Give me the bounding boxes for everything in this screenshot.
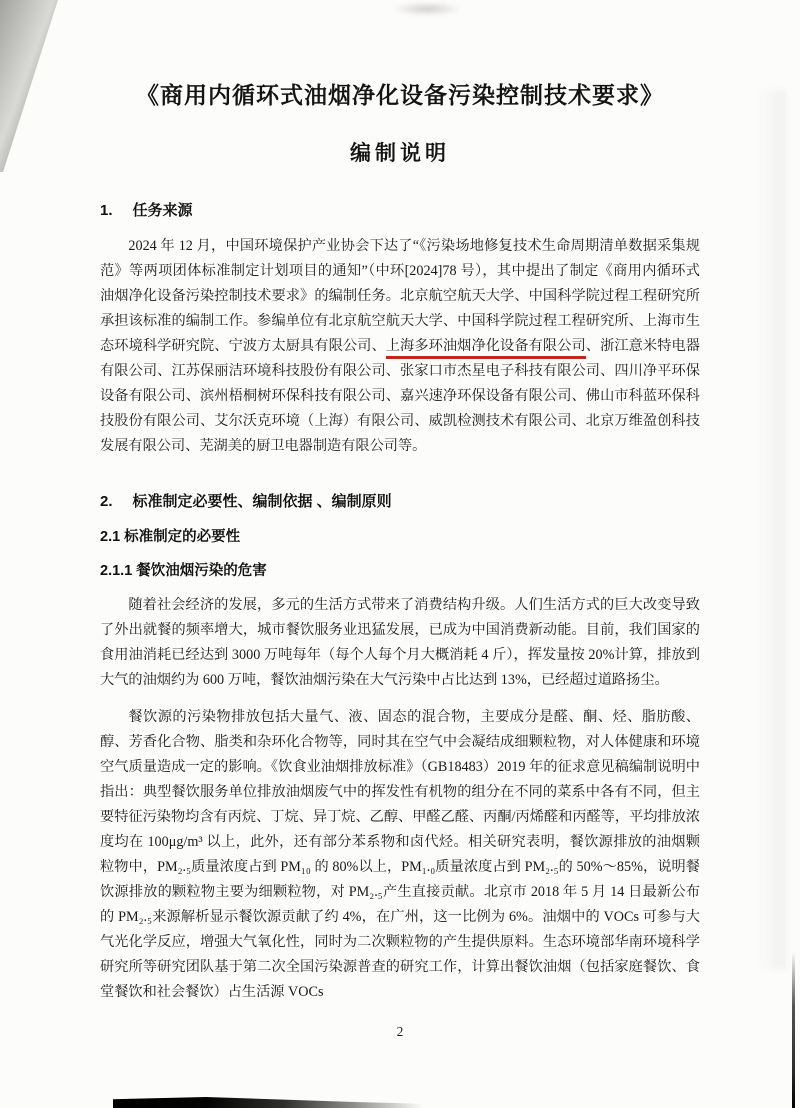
red-underlined-company-name: 上海多环油烟净化设备有限公司 — [386, 338, 586, 359]
page-number: 2 — [396, 1024, 404, 1039]
section-1-number: 1. — [100, 202, 113, 219]
document-subtitle: 编制说明 — [350, 141, 450, 165]
section-2-1-heading: 2.1 标准制定的必要性 — [100, 529, 241, 545]
section-2-1-1-heading: 2.1.1 餐饮油烟污染的危害 — [100, 563, 267, 579]
task-source-text-before: 2024 年 12 月，中国环境保护产业协会下达了“《污染场地修复技术生命周期清单数据采集规范》等两项团体标准制定计划项目的通知”（中环[2024]78 号），其中提出了制定《商用内循环式油烟净化设备污染控制技术要求》的编制任务。北京航空航天大学、中国科学院过程工程研究所承担该标准的编制工作。参编单位有北京航空航天大学、中国科学院过程工程研究所、上海市生态环境科学研究院、宁波方太厨具有限公司、 — [100, 238, 700, 354]
task-source-text-after: 、浙江意米特电器有限公司、江苏保丽洁环境科技股份有限公司、张家口市杰星电子科技有限公司、四川净平环保设备有限公司、滨州梧桐树环保科技有限公司、嘉兴速净环保设备有限公司、佛山市科蓝环保科技股份有限公司、艾尔沃克环境（上海）有限公司、威凯检测技术有限公司、北京万维盈创科技发展有限公司、芜湖美的厨卫电器制造有限公司等。 — [100, 338, 700, 454]
section-2-number: 2. — [100, 493, 113, 510]
section-1-label: 任务来源 — [132, 202, 193, 219]
section-2-label: 标准制定必要性、编制依据 、编制原则 — [132, 493, 392, 510]
paragraph-task-source — [100, 234, 700, 459]
section-2-heading — [100, 491, 700, 513]
scan-bottom-bar-artifact — [113, 1097, 423, 1108]
section-1-heading — [100, 200, 700, 222]
paragraph-restaurant-development: 随着社会经济的发展，多元的生活方式带来了消费结构升级。人们生活方式的巨大改变导致了外出就餐的频率增大，城市餐饮服务业迅猛发展，已成为中国消费新动能。目前，我们国家的食用油消耗已经达到 3000 万吨每年（每个人每个月大概消耗 4 斤），挥发量按 20%计算，排放到大气的油烟约为 600 万吨，餐饮油烟污染在大气污染中占比达到 13%，已经超过道路扬尘。 — [100, 597, 700, 688]
paragraph-pollutant-composition: 餐饮源的污染物排放包括大量气、液、固态的混合物，主要成分是醛、酮、烃、脂肪酸、醇、芳香化合物、脂类和杂环化合物等，同时其在空气中会凝结成细颗粒物，对人体健康和环境空气质量造成一定的影响。《饮食业油烟排放标准》（GB18483）2019 年的征求意见稿编制说明中指出：典型餐饮服务单位排放油烟废气中的挥发性有机物的组分在不同的菜系中各有不同，但主要特征污染物均含有丙烷、丁烷、异丁烷、乙醇、甲醛乙醛、丙酮/丙烯醛和丙醛等，平均排放浓度均在 100μg/m³ 以上，此外，还有部分苯系物和卤代烃。相关研究表明，餐饮源排放的油烟颗粒物中，PM₂.₅质量浓度占到 PM₁₀ 的 80%以上，PM₁.₀质量浓度占到 PM₂.₅的 50%～85%，说明餐饮源排放的颗粒物主要为细颗粒物，对 PM₂.₅产生直接贡献。北京市 2018 年 5 月 14 日最新公布的 PM₂.₅来源解析显示餐饮源贡献了约 4%，在广州，这一比例为 6%。油烟中的 VOCs 可参与大气光化学反应，增强大气氧化性，同时为二次颗粒物的产生提供原料。生态环境部华南环境科学研究所等研究团队基于第二次全国污染源普查的研究工作，计算出餐饮油烟（包括家庭餐饮、食堂餐饮和社会餐饮）占生活源 VOCs — [100, 709, 700, 1000]
document-title: 《商用内循环式油烟净化设备污染控制技术要求》 — [136, 83, 664, 108]
